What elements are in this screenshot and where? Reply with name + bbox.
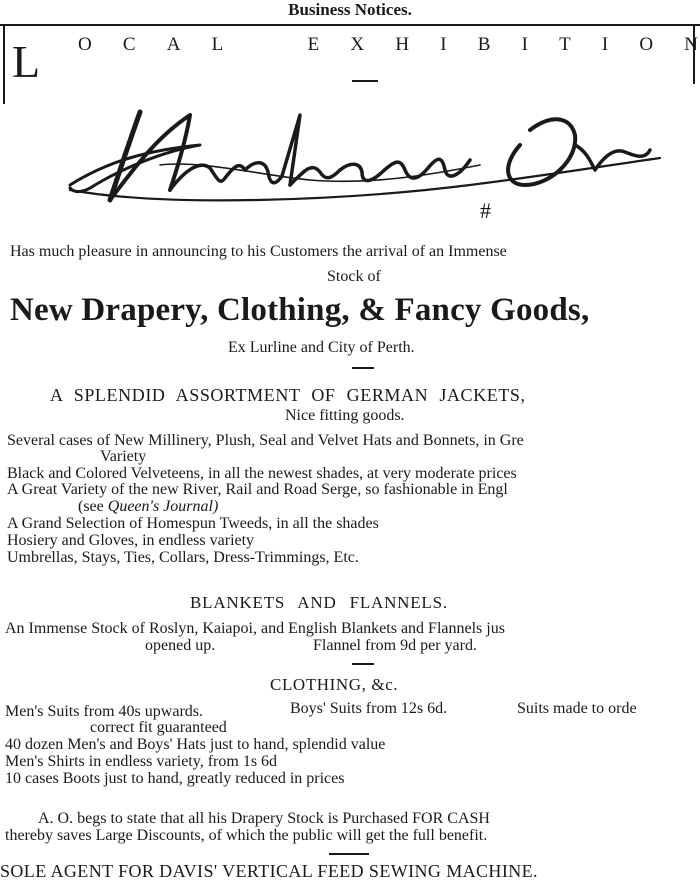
clothing-shirts: Men's Shirts in endless variety, from 1s 6d	[5, 753, 278, 770]
exhibition-letter: C	[122, 34, 136, 55]
headline: New Drapery, Clothing, & Fancy Goods,	[10, 292, 590, 328]
exhibition-heading	[78, 34, 698, 56]
exhibition-letter: I	[601, 34, 609, 55]
exhibition-letter: I	[440, 34, 447, 55]
exhibition-letter: O	[639, 34, 654, 55]
blankets-line-1: An Immense Stock of Roslyn, Kaiapoi, and English Blankets and Flannels jus	[5, 620, 505, 637]
exhibition-letter: L	[211, 34, 224, 55]
signature-mark: #	[480, 198, 491, 223]
jackets-heading: A SPLENDID ASSORTMENT OF GERMAN JACKETS,	[50, 385, 526, 405]
goods-millinery-cont: Variety	[100, 448, 147, 465]
divider-dash	[352, 663, 374, 665]
exhibition-initial: L	[12, 36, 41, 87]
clothing-mens-suits: Men's Suits from 40s upwards.	[5, 703, 203, 720]
header-rule	[0, 24, 700, 26]
goods-velveteens: Black and Colored Velveteens, in all the newest shades, at very moderate prices	[7, 465, 517, 482]
clothing-hats: 40 dozen Men's and Boys' Hats just to hand, splendid value	[5, 736, 386, 753]
exhibition-letter: A	[166, 34, 181, 55]
goods-serge-see	[78, 498, 218, 515]
goods-umbrellas: Umbrellas, Stays, Ties, Collars, Dress-Trimmings, Etc.	[7, 549, 359, 566]
clothing-boots: 10 cases Boots just to hand, greatly reduced in prices	[5, 770, 345, 787]
serge-journal: Queen's Journal)	[107, 498, 219, 515]
exhibition-letter: T	[559, 34, 571, 55]
left-border-rule	[3, 24, 5, 104]
exhibition-letter: H	[395, 34, 410, 55]
clothing-made-to-order: Suits made to orde	[517, 700, 637, 717]
goods-tweeds: A Grand Selection of Homespun Tweeds, in all the shades	[7, 515, 379, 532]
announcement-line-2: Stock of	[327, 268, 381, 285]
clothing-heading: CLOTHING, &c.	[270, 675, 399, 694]
exhibition-letter: I	[521, 34, 528, 55]
exhibition-letter: O	[78, 34, 92, 55]
exhibition-letter: X	[350, 34, 365, 55]
signature-image	[50, 90, 680, 230]
section-header: Business Notices.	[288, 0, 412, 19]
goods-serge: A Great Variety of the new River, Rail and Road Serge, so fashionable in Engl	[7, 481, 508, 498]
goods-millinery: Several cases of New Millinery, Plush, Seal and Velvet Hats and Bonnets, in Gre	[7, 432, 524, 449]
exhibition-letter: N	[684, 34, 698, 55]
announcement-line-1: Has much pleasure in announcing to his Customers the arrival of an Immense	[10, 243, 507, 260]
blankets-line-2a: opened up.	[145, 637, 216, 654]
divider-dash	[352, 367, 374, 369]
blankets-line-2b: Flannel from 9d per yard.	[313, 637, 477, 654]
serge-see-label: (see	[78, 498, 104, 515]
cash-notice-line-1: A. O. begs to state that all his Drapery Stock is Purchased FOR CASH	[38, 810, 490, 827]
clothing-fit: correct fit guaranteed	[90, 719, 227, 736]
exhibition-letter: E	[307, 34, 320, 55]
footer-sole-agent: SOLE AGENT FOR DAVIS' VERTICAL FEED SEWING MACHINE.	[0, 861, 538, 881]
divider-dash	[329, 853, 369, 855]
jackets-subheading: Nice fitting goods.	[285, 407, 405, 424]
cash-notice-line-2: thereby saves Large Discounts, of which the public will get the full benefit.	[5, 827, 488, 844]
exhibition-letter: B	[477, 34, 491, 55]
blankets-heading: BLANKETS AND FLANNELS.	[190, 593, 448, 612]
clothing-boys-suits: Boys' Suits from 12s 6d.	[290, 700, 448, 717]
divider-dash	[352, 80, 378, 82]
goods-hosiery: Hosiery and Gloves, in endless variety	[7, 532, 255, 549]
ship-line: Ex Lurline and City of Perth.	[228, 339, 415, 356]
